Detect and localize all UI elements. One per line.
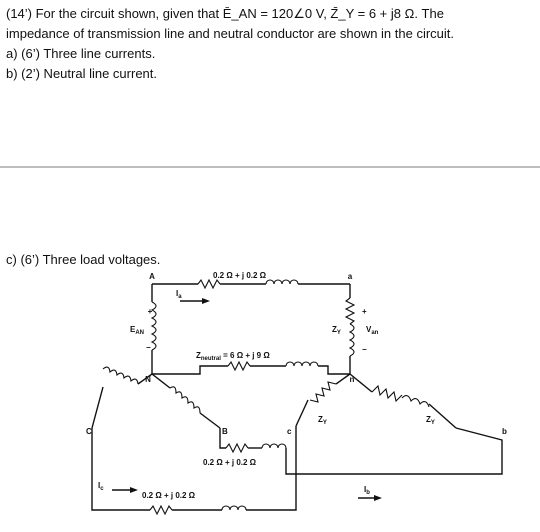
node-b-label: b <box>502 427 507 436</box>
source-A-coil <box>152 302 156 350</box>
load-inductor-b <box>402 396 429 407</box>
top-line-impedance: 0.2 Ω + j 0.2 Ω <box>213 271 267 280</box>
current-arrow-a-head <box>202 298 210 304</box>
node-B-label: B <box>222 427 228 436</box>
wire-loadc-to-c <box>296 400 308 426</box>
wire-bottom-to-c <box>246 426 296 510</box>
wire-neutral-left <box>152 366 228 374</box>
wire-line-b-to-b <box>286 428 502 474</box>
source-voltage-label: $E_{AN}$ <box>130 325 145 336</box>
node-A-label: A <box>149 272 155 281</box>
neutral-resistor <box>228 362 250 370</box>
wire-N-to-sourceB <box>152 374 170 388</box>
load-impedance-label-a: $Z_Y$ <box>332 325 341 336</box>
part-c-question: c) (6’) Three load voltages. <box>6 252 161 267</box>
problem-statement-line2: impedance of transmission line and neutral conductor are shown in the circuit. <box>6 26 455 41</box>
node-C-label: C <box>86 427 92 436</box>
part-a-question: a) (6’) Three line currents. <box>6 46 156 61</box>
current-arrow-c-head <box>130 487 138 493</box>
source-B-coil <box>170 387 200 413</box>
source-minus: − <box>146 343 151 352</box>
node-n-label: n <box>349 375 355 384</box>
circuit-diagram <box>0 268 540 528</box>
wire-n-to-loadc <box>336 374 350 384</box>
line-inductor-c <box>222 506 246 510</box>
node-a-label: a <box>347 272 353 281</box>
load-resistor-b <box>372 386 402 401</box>
line-resistor-c <box>150 506 172 514</box>
line-inductor-b <box>262 444 286 448</box>
wire-neutral-right <box>318 366 350 374</box>
load-inductor-a <box>350 324 354 356</box>
bottom-line-impedance: 0.2 Ω + j 0.2 Ω <box>142 491 196 500</box>
neutral-impedance-label: $Z_{neutral} = 6$ Ω + j 9 Ω <box>196 351 270 362</box>
load-resistor-a <box>346 298 354 324</box>
part-b-question: b) (2’) Neutral line current. <box>6 66 157 81</box>
wire-sourceB-to-B <box>200 413 220 428</box>
source-plus: + <box>147 307 153 316</box>
line-resistor-b <box>226 444 248 452</box>
neutral-inductor <box>286 362 318 366</box>
line-resistor-a <box>198 280 220 288</box>
wire-sourceC-to-C <box>92 387 103 428</box>
load-minus: − <box>362 345 367 354</box>
current-b-label: $I_b$ <box>364 485 370 496</box>
section-divider <box>0 166 540 168</box>
mid-line-impedance: 0.2 Ω + j 0.2 Ω <box>203 458 257 467</box>
current-c-label: $I_c$ <box>98 481 104 492</box>
load-resistor-c <box>310 382 336 402</box>
problem-statement-line1: (14’) For the circuit shown, given that Ē_AN = 120∠0 V, Z̄_Y = 6 + j8 Ω. The <box>6 6 444 21</box>
node-N-label: N <box>145 375 151 384</box>
current-a-label: $I_a$ <box>176 289 182 300</box>
current-arrow-b-head <box>374 495 382 501</box>
load-impedance-label-c: $Z_Y$ <box>318 415 327 426</box>
node-c-label: c <box>287 427 292 436</box>
line-inductor-a <box>266 280 298 284</box>
load-voltage-label: $V_{an}$ <box>366 325 379 336</box>
source-C-coil <box>103 367 138 384</box>
load-plus: + <box>362 307 367 316</box>
load-impedance-label-b: $Z_Y$ <box>426 415 435 426</box>
